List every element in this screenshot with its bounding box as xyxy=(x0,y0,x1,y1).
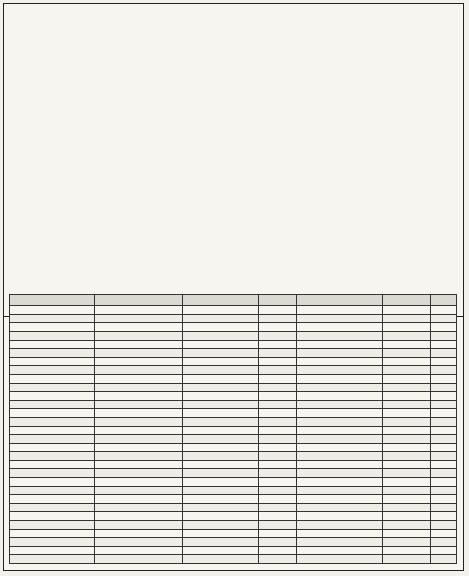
table-cell xyxy=(259,529,297,538)
table-cell xyxy=(431,323,457,332)
table-cell xyxy=(183,495,259,504)
table-cell xyxy=(297,400,383,409)
table-cell xyxy=(259,349,297,358)
table-cell xyxy=(95,417,183,426)
notice-body xyxy=(10,34,457,302)
header-row xyxy=(10,295,457,306)
table-cell xyxy=(95,331,183,340)
table-cell xyxy=(383,538,431,547)
table-cell xyxy=(10,323,95,332)
table-cell xyxy=(95,323,183,332)
table-cell xyxy=(10,340,95,349)
table-cell xyxy=(431,512,457,521)
table-cell xyxy=(183,486,259,495)
header-cell xyxy=(183,295,259,306)
table-cell xyxy=(383,314,431,323)
table-cell xyxy=(297,417,383,426)
table-cell xyxy=(297,529,383,538)
table-cell xyxy=(10,392,95,401)
header-cell xyxy=(259,295,297,306)
table-cell xyxy=(383,521,431,530)
table-cell xyxy=(183,306,259,315)
table-cell xyxy=(431,478,457,487)
table-cell xyxy=(183,340,259,349)
table-cell xyxy=(183,314,259,323)
table-cell xyxy=(10,486,95,495)
table-cell xyxy=(95,400,183,409)
table-cell xyxy=(95,521,183,530)
table-row xyxy=(10,538,457,547)
table-row xyxy=(10,486,457,495)
table-cell xyxy=(95,546,183,555)
table-cell xyxy=(431,340,457,349)
table-cell xyxy=(297,538,383,547)
table-cell xyxy=(259,323,297,332)
table-cell xyxy=(431,314,457,323)
header-cell xyxy=(297,295,383,306)
table-cell xyxy=(431,417,457,426)
table-cell xyxy=(10,546,95,555)
table-cell xyxy=(383,546,431,555)
table-cell xyxy=(431,495,457,504)
table-cell xyxy=(383,417,431,426)
table-cell xyxy=(10,521,95,530)
table-cell xyxy=(431,306,457,315)
table-cell xyxy=(259,495,297,504)
table-cell xyxy=(383,478,431,487)
notice-title xyxy=(14,10,453,30)
table-cell xyxy=(183,323,259,332)
table-cell xyxy=(431,357,457,366)
table-cell xyxy=(259,306,297,315)
table-cell xyxy=(297,460,383,469)
table-cell xyxy=(297,546,383,555)
table-cell xyxy=(259,478,297,487)
listing-table-head xyxy=(10,295,457,306)
table-cell xyxy=(431,366,457,375)
table-cell xyxy=(259,314,297,323)
table-cell xyxy=(95,435,183,444)
table-cell xyxy=(183,417,259,426)
table-cell xyxy=(183,478,259,487)
table-cell xyxy=(383,374,431,383)
table-cell xyxy=(10,314,95,323)
table-cell xyxy=(95,469,183,478)
table-row xyxy=(10,340,457,349)
table-cell xyxy=(10,426,95,435)
table-cell xyxy=(95,538,183,547)
table-cell xyxy=(383,460,431,469)
table-cell xyxy=(383,366,431,375)
listing-table-body xyxy=(10,306,457,564)
table-cell xyxy=(95,555,183,564)
table-cell xyxy=(383,400,431,409)
table-cell xyxy=(95,503,183,512)
table-cell xyxy=(10,417,95,426)
table-cell xyxy=(10,503,95,512)
table-cell xyxy=(383,495,431,504)
table-cell xyxy=(10,460,95,469)
table-cell xyxy=(297,521,383,530)
table-cell xyxy=(431,503,457,512)
table-cell xyxy=(383,555,431,564)
table-cell xyxy=(10,409,95,418)
table-row xyxy=(10,521,457,530)
table-cell xyxy=(297,357,383,366)
notice-column-right xyxy=(313,34,457,302)
table-cell xyxy=(95,306,183,315)
table-cell xyxy=(297,349,383,358)
table-row xyxy=(10,469,457,478)
table-cell xyxy=(259,460,297,469)
table-cell xyxy=(431,546,457,555)
table-cell xyxy=(183,409,259,418)
table-cell xyxy=(95,512,183,521)
table-cell xyxy=(10,357,95,366)
table-cell xyxy=(431,452,457,461)
table-cell xyxy=(383,409,431,418)
table-cell xyxy=(10,452,95,461)
table-cell xyxy=(383,306,431,315)
table-row xyxy=(10,306,457,315)
table-cell xyxy=(431,383,457,392)
table-cell xyxy=(183,426,259,435)
notice-sheet xyxy=(3,3,464,571)
table-cell xyxy=(10,538,95,547)
table-cell xyxy=(431,392,457,401)
table-cell xyxy=(383,383,431,392)
table-cell xyxy=(383,435,431,444)
table-cell xyxy=(183,452,259,461)
table-cell xyxy=(95,349,183,358)
table-row xyxy=(10,366,457,375)
table-cell xyxy=(297,495,383,504)
header-cell xyxy=(95,295,183,306)
table-cell xyxy=(183,435,259,444)
table-row xyxy=(10,392,457,401)
table-cell xyxy=(297,383,383,392)
table-cell xyxy=(10,349,95,358)
table-cell xyxy=(259,435,297,444)
table-cell xyxy=(183,374,259,383)
table-cell xyxy=(95,409,183,418)
table-cell xyxy=(259,469,297,478)
table-cell xyxy=(431,349,457,358)
table-cell xyxy=(431,469,457,478)
table-cell xyxy=(183,357,259,366)
table-cell xyxy=(297,331,383,340)
table-cell xyxy=(183,392,259,401)
table-cell xyxy=(431,400,457,409)
table-cell xyxy=(297,452,383,461)
table-cell xyxy=(10,443,95,452)
table-row xyxy=(10,478,457,487)
table-cell xyxy=(95,383,183,392)
table-cell xyxy=(297,374,383,383)
table-cell xyxy=(95,529,183,538)
table-cell xyxy=(297,486,383,495)
table-cell xyxy=(10,555,95,564)
table-cell xyxy=(183,555,259,564)
table-cell xyxy=(297,409,383,418)
table-cell xyxy=(431,435,457,444)
table-cell xyxy=(95,443,183,452)
table-cell xyxy=(183,331,259,340)
table-cell xyxy=(259,331,297,340)
table-cell xyxy=(259,426,297,435)
table-row xyxy=(10,460,457,469)
table-row xyxy=(10,452,457,461)
table-cell xyxy=(10,469,95,478)
table-cell xyxy=(95,486,183,495)
table-cell xyxy=(10,529,95,538)
table-cell xyxy=(259,383,297,392)
table-cell xyxy=(183,538,259,547)
table-row xyxy=(10,417,457,426)
table-cell xyxy=(95,340,183,349)
table-cell xyxy=(431,521,457,530)
table-cell xyxy=(297,512,383,521)
table-cell xyxy=(383,486,431,495)
table-cell xyxy=(10,306,95,315)
table-cell xyxy=(259,546,297,555)
table-cell xyxy=(95,314,183,323)
table-cell xyxy=(297,314,383,323)
table-row xyxy=(10,443,457,452)
table-row xyxy=(10,323,457,332)
table-cell xyxy=(95,460,183,469)
table-cell xyxy=(259,357,297,366)
table-cell xyxy=(259,400,297,409)
table-cell xyxy=(95,495,183,504)
table-cell xyxy=(383,469,431,478)
table-cell xyxy=(259,409,297,418)
header-cell xyxy=(431,295,457,306)
table-cell xyxy=(259,521,297,530)
table-cell xyxy=(297,366,383,375)
table-cell xyxy=(431,555,457,564)
table-cell xyxy=(10,366,95,375)
table-row xyxy=(10,555,457,564)
table-cell xyxy=(95,392,183,401)
table-cell xyxy=(183,503,259,512)
table-cell xyxy=(259,443,297,452)
table-cell xyxy=(383,392,431,401)
table-cell xyxy=(431,460,457,469)
table-cell xyxy=(297,426,383,435)
table-cell xyxy=(183,529,259,538)
table-cell xyxy=(383,340,431,349)
table-row xyxy=(10,400,457,409)
table-row xyxy=(10,512,457,521)
table-row xyxy=(10,357,457,366)
table-cell xyxy=(95,426,183,435)
table-cell xyxy=(383,512,431,521)
table-cell xyxy=(259,503,297,512)
table-cell xyxy=(297,435,383,444)
header-cell xyxy=(383,295,431,306)
table-cell xyxy=(259,340,297,349)
table-cell xyxy=(297,340,383,349)
header-cell xyxy=(10,295,95,306)
table-cell xyxy=(431,538,457,547)
table-cell xyxy=(183,512,259,521)
table-cell xyxy=(10,383,95,392)
table-cell xyxy=(383,426,431,435)
table-cell xyxy=(431,409,457,418)
table-cell xyxy=(10,331,95,340)
table-cell xyxy=(95,452,183,461)
table-row xyxy=(10,546,457,555)
table-cell xyxy=(259,512,297,521)
table-row xyxy=(10,426,457,435)
table-cell xyxy=(95,357,183,366)
table-cell xyxy=(383,503,431,512)
table-cell xyxy=(431,426,457,435)
table-cell xyxy=(95,374,183,383)
table-cell xyxy=(183,469,259,478)
table-cell xyxy=(95,366,183,375)
table-cell xyxy=(259,374,297,383)
table-cell xyxy=(259,452,297,461)
table-cell xyxy=(10,400,95,409)
table-cell xyxy=(383,323,431,332)
table-cell xyxy=(183,443,259,452)
table-cell xyxy=(10,512,95,521)
table-cell xyxy=(259,392,297,401)
table-row xyxy=(10,349,457,358)
notice-column-middle xyxy=(162,34,306,302)
table-cell xyxy=(297,478,383,487)
table-cell xyxy=(183,383,259,392)
table-cell xyxy=(95,478,183,487)
listing-table xyxy=(9,294,457,564)
table-cell xyxy=(297,503,383,512)
table-row xyxy=(10,331,457,340)
notice-column-left xyxy=(10,34,154,302)
table-cell xyxy=(297,555,383,564)
table-cell xyxy=(383,452,431,461)
table-cell xyxy=(383,443,431,452)
table-row xyxy=(10,409,457,418)
table-cell xyxy=(183,546,259,555)
table-cell xyxy=(259,366,297,375)
table-row xyxy=(10,435,457,444)
table-cell xyxy=(259,538,297,547)
table-cell xyxy=(383,529,431,538)
table-cell xyxy=(297,392,383,401)
table-cell xyxy=(297,306,383,315)
table-cell xyxy=(297,443,383,452)
table-cell xyxy=(10,374,95,383)
table-cell xyxy=(259,486,297,495)
table-cell xyxy=(431,529,457,538)
table-cell xyxy=(431,486,457,495)
table-cell xyxy=(183,521,259,530)
table-row xyxy=(10,383,457,392)
table-row xyxy=(10,374,457,383)
table-cell xyxy=(183,366,259,375)
table-cell xyxy=(183,349,259,358)
table-cell xyxy=(383,349,431,358)
table-cell xyxy=(431,331,457,340)
table-cell xyxy=(259,417,297,426)
table-cell xyxy=(383,357,431,366)
table-cell xyxy=(10,495,95,504)
table-cell xyxy=(10,435,95,444)
table-cell xyxy=(297,323,383,332)
table-row xyxy=(10,495,457,504)
table-cell xyxy=(431,374,457,383)
table-cell xyxy=(431,443,457,452)
table-cell xyxy=(383,331,431,340)
table-row xyxy=(10,529,457,538)
table-row xyxy=(10,314,457,323)
table-cell xyxy=(183,400,259,409)
table-row xyxy=(10,503,457,512)
table-cell xyxy=(10,478,95,487)
table-cell xyxy=(297,469,383,478)
table-cell xyxy=(259,555,297,564)
table-cell xyxy=(183,460,259,469)
